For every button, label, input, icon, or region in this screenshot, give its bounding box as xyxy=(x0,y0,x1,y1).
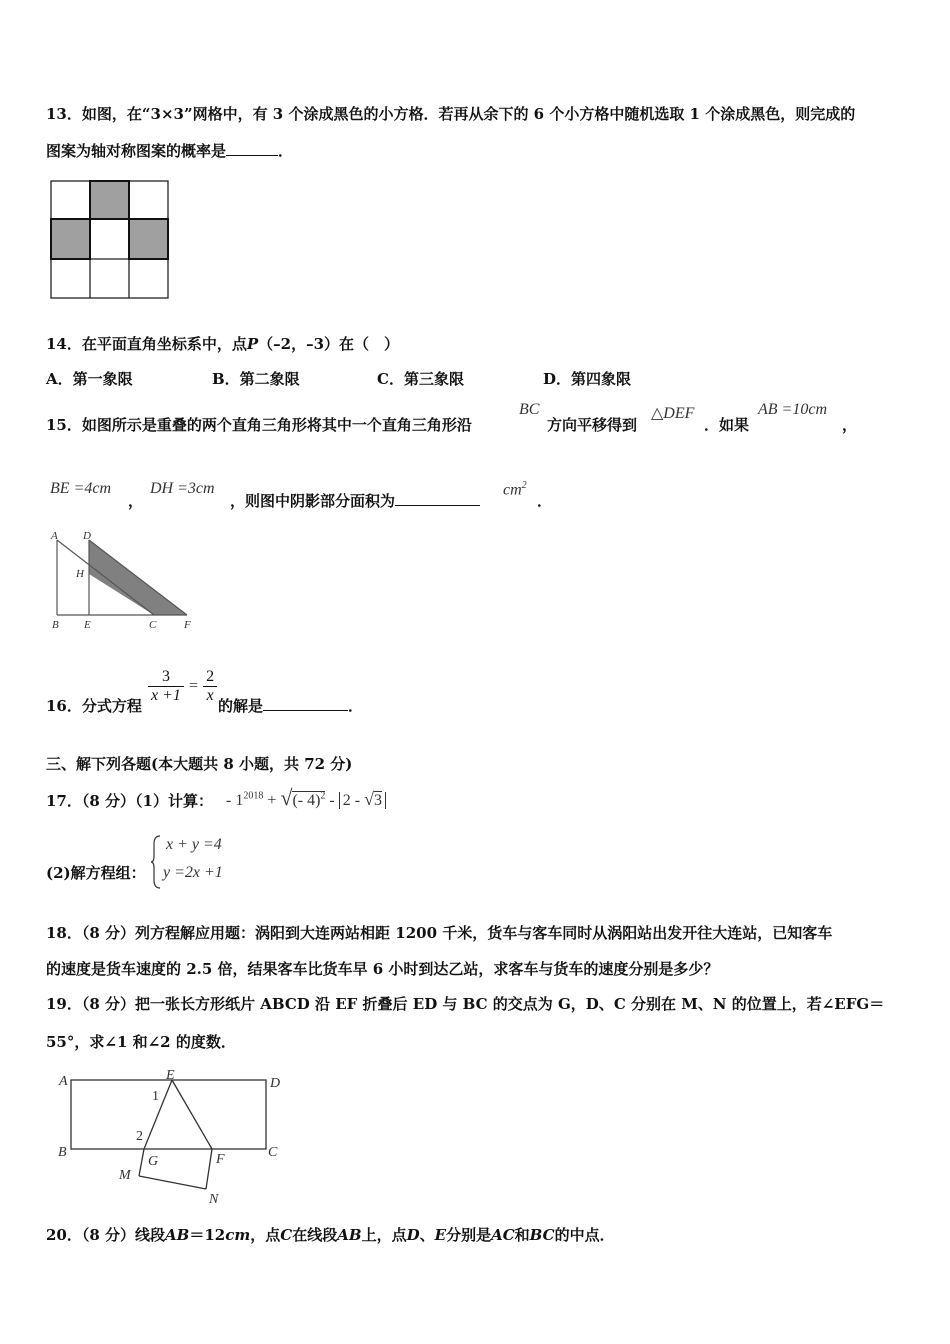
q14-option-b[interactable]: B．第二象限 xyxy=(212,370,300,388)
q15-text-2: 方向平移得到 xyxy=(547,416,638,434)
fraction-right: $\frac{2}{x}$ xyxy=(203,668,217,705)
q15-text-3: ．如果 xyxy=(704,416,750,434)
fraction-left: $\frac{3}{x +1}$ xyxy=(148,668,184,705)
q13-line2: 图案为轴对称图案的概率是 ． xyxy=(46,142,294,160)
grid-cell-shaded xyxy=(51,219,90,259)
label-b: B xyxy=(58,1145,67,1160)
q18-line1: 18．（8 分）列方程解应用题：涡阳到大连两站相距 1200 千米，货车与客车同时从涡阳站出发开往大连站，已知客车 xyxy=(46,924,833,942)
q18-line2: 的速度是货车速度的 2.5 倍，结果客车比货车早 6 小时到达乙站，求客车与货车的速度分别是多少？ xyxy=(46,960,719,978)
q17-eq2: y =2x +1 xyxy=(163,864,223,881)
q15-comma: ， xyxy=(842,416,858,434)
q19-rectangle-fold-figure xyxy=(54,1066,294,1206)
q16-equation: $\frac{3}{x +1}$ = $\frac{2}{x}$ xyxy=(148,668,217,705)
q15-triangle-figure xyxy=(44,528,204,634)
q17-eq1: x + y =4 xyxy=(166,836,222,853)
q17-part-2: (2)解方程组： xyxy=(46,864,146,882)
brace-icon xyxy=(150,834,162,890)
label-f: F xyxy=(184,619,191,631)
q17-text-1: 17．（8 分）（1）计算： xyxy=(46,792,213,810)
grid-cell-shaded xyxy=(129,219,168,259)
q15-comma2: ， xyxy=(128,492,144,510)
answer-blank xyxy=(395,491,480,506)
q15-text-4: ，则图中阴影部分面积为 xyxy=(230,490,480,511)
q15-text-1: 15．如图所示是重叠的两个直角三角形将其中一个直角三角形沿 xyxy=(46,416,472,434)
q15-def: △DEF xyxy=(651,405,695,422)
label-n: N xyxy=(209,1192,219,1206)
q15-dh: DH =3cm xyxy=(150,480,215,497)
q15-ab: AB =10cm xyxy=(758,401,827,418)
label-e: E xyxy=(166,1068,175,1083)
q15-bc: BC xyxy=(519,401,540,418)
label-c: C xyxy=(149,619,157,631)
q13-grid-figure xyxy=(48,178,173,303)
q14-option-c[interactable]: C．第三象限 xyxy=(377,370,464,388)
label-a: A xyxy=(51,530,58,542)
q13-line1: 13．如图，在“3×3”网格中，有 3 个涂成黑色的小方格．若再从余下的 6 个小方格中随机选取 1 个涂成黑色，则完成的 xyxy=(46,105,856,123)
label-m: M xyxy=(119,1168,131,1183)
q19-line1: 19．（8 分）把一张长方形纸片 ABCD 沿 EF 折叠后 ED 与 BC 的交点为 G，D、C 分别在 M、N 的位置上，若∠EFG＝ xyxy=(46,995,885,1013)
label-2: 2 xyxy=(136,1129,143,1144)
q14-option-d[interactable]: D．第四象限 xyxy=(543,370,632,388)
q16-text-2: 的解是 ． xyxy=(218,697,364,715)
label-a: A xyxy=(59,1074,68,1089)
label-c: C xyxy=(268,1145,278,1160)
label-h: H xyxy=(76,568,84,580)
q16-text-1: 16．分式方程 xyxy=(46,697,142,715)
q15-be: BE =4cm xyxy=(50,480,111,497)
q20-text: 20．（8 分）线段AB＝12cm，点C在线段AB上，点D、E分别是AC和BC的中点． xyxy=(46,1226,615,1244)
label-f: F xyxy=(216,1152,225,1167)
answer-blank xyxy=(226,141,278,156)
section-3-title: 三、解下列各题(本大题共 8 小题，共 72 分) xyxy=(46,755,353,773)
grid-cell-shaded xyxy=(90,181,129,219)
label-1: 1 xyxy=(152,1089,159,1104)
label-b: B xyxy=(52,619,59,631)
q17-expression: - $1^{2018}$ + √(- 4)$^2$ - 2 - √3 xyxy=(226,785,386,811)
q15-end: ． xyxy=(537,492,553,510)
label-d: D xyxy=(83,530,91,542)
label-d: D xyxy=(270,1076,281,1091)
q14-option-a[interactable]: A．第一象限 xyxy=(46,370,133,388)
q19-line2: 55°，求∠1 和∠2 的度数． xyxy=(46,1033,236,1051)
q14-stem: 14．在平面直角坐标系中，点P（–2，–3）在（ ） xyxy=(46,335,400,353)
label-g: G xyxy=(148,1154,159,1169)
label-e: E xyxy=(84,619,91,631)
answer-blank xyxy=(263,696,348,711)
q15-unit: $cm^2$ xyxy=(503,480,527,499)
